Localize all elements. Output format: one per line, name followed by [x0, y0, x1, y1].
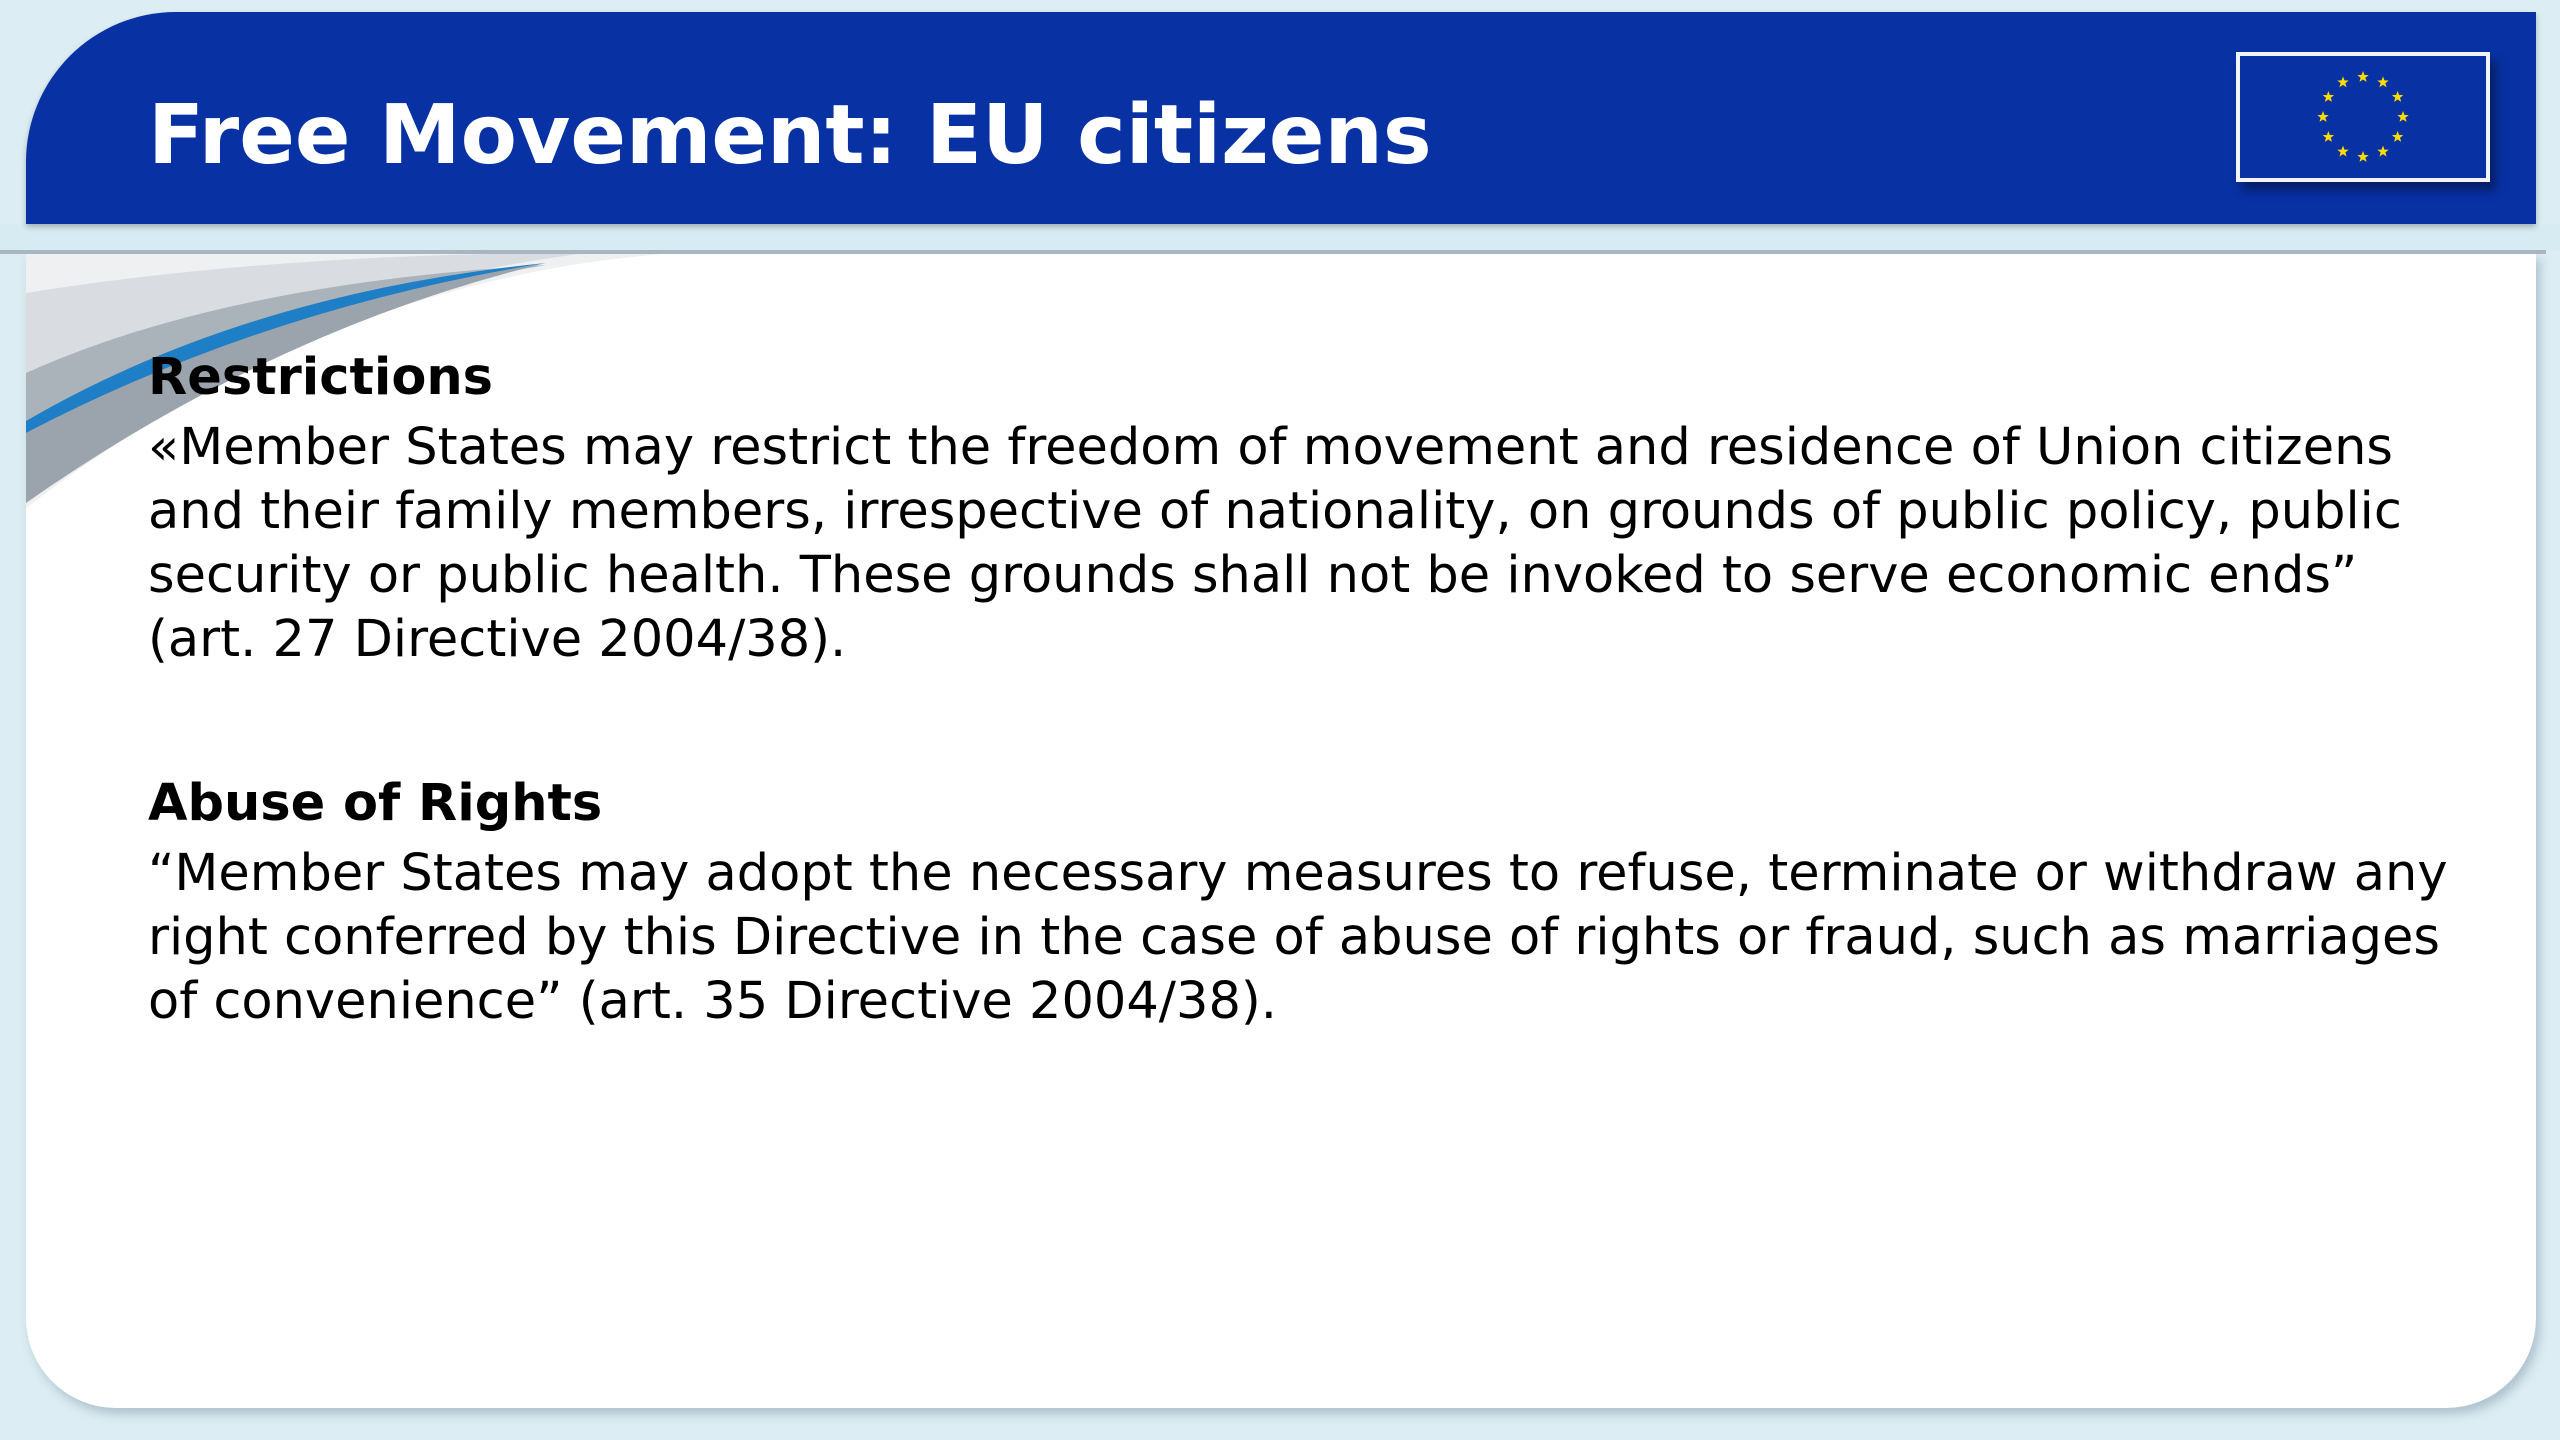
star-icon [2337, 146, 2348, 157]
section-abuse-of-rights [148, 766, 2448, 1034]
section-heading: Restrictions [148, 348, 494, 407]
section-text: «Member States may restrict the freedom of movement and residence of Union citizens and their family members, irrespective of nationality, on grounds of public policy, public security or public health. These grounds shall not be invoked to serve economic ends” (art. 27 Directive 2004/38). [148, 418, 2402, 669]
slide-content [148, 340, 2448, 1034]
eu-flag-icon [2236, 52, 2490, 182]
star-icon [2357, 71, 2368, 82]
header-strip [0, 224, 2560, 250]
section-spacer [148, 672, 2448, 766]
section-heading: Abuse of Rights [148, 774, 603, 833]
star-icon [2392, 91, 2403, 102]
section-text: “Member States may adopt the necessary measures to refuse, terminate or withdraw any right conferred by this Directive in the case of abuse of rights or fraud, such as marriages of convenience” (art. 35 Directive 2004/38). [148, 844, 2448, 1031]
star-icon [2357, 151, 2368, 162]
star-icon [2323, 131, 2334, 142]
star-icon [2317, 111, 2328, 122]
star-icon [2377, 146, 2388, 157]
header-divider [0, 250, 2546, 254]
star-icon [2397, 111, 2408, 122]
star-icon [2377, 76, 2388, 87]
section-restrictions [148, 340, 2448, 672]
slide-title: Free Movement: EU citizens [148, 88, 1432, 183]
star-icon [2323, 91, 2334, 102]
star-icon [2392, 131, 2403, 142]
star-icon [2337, 76, 2348, 87]
